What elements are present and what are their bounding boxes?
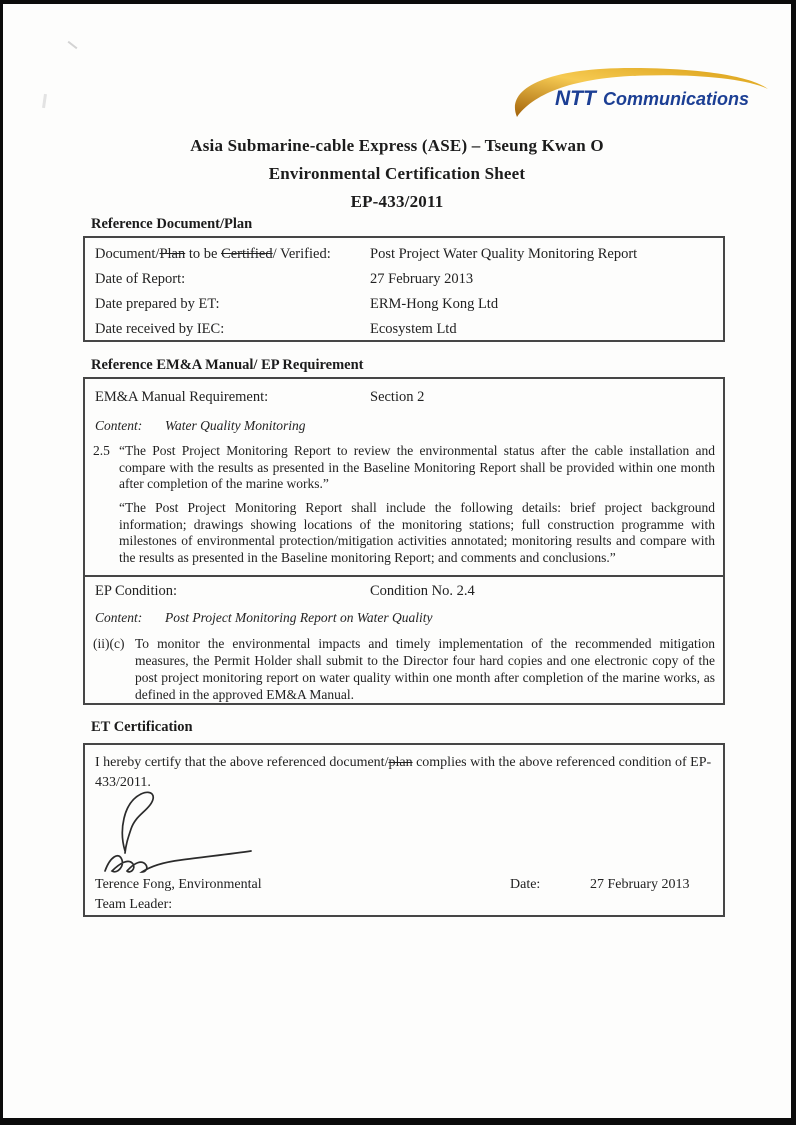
certification-box xyxy=(83,743,725,917)
clause-number: 2.5 xyxy=(93,443,110,458)
logo-text-communications: Communications xyxy=(603,89,750,109)
row-label: Date received by IEC: xyxy=(95,321,225,337)
label-part: Document/ xyxy=(95,246,160,262)
label-struck-plan: Plan xyxy=(159,246,186,262)
label-struck-certified: Certified xyxy=(221,246,273,262)
heading-et-certification: ET Certification xyxy=(91,719,193,735)
table-row xyxy=(95,321,715,338)
clause-text: “The Post Project Monitoring Report to review the environmental status after the cable installation and compare with the results as presented in the Baseline Monitoring Report shall be provided within one month after completion of the marine works.” xyxy=(119,443,715,491)
signature-scribble xyxy=(91,787,301,879)
row-value: Condition No. 2.4 xyxy=(370,583,475,599)
clause-number: (ii)(c) xyxy=(93,636,125,651)
row-value: Section 2 xyxy=(370,389,425,405)
emna-requirement-table xyxy=(83,377,725,705)
row-label: EM&A Manual Requirement: xyxy=(95,389,269,405)
title-line-1: Asia Submarine-cable Express (ASE) – Tseung Kwan O xyxy=(190,136,604,155)
row-label xyxy=(95,246,370,263)
logo-graphic xyxy=(509,66,775,124)
row-value: ERM-Hong Kong Ltd xyxy=(370,296,499,312)
logo-text-ntt: NTT xyxy=(555,87,596,110)
row-label: Date prepared by ET: xyxy=(95,296,220,312)
heading-reference-emna: Reference EM&A Manual/ EP Requirement xyxy=(91,357,364,373)
scan-artifact xyxy=(68,41,78,49)
content-label: Content: xyxy=(95,610,143,625)
content-value: Post Project Monitoring Report on Water Quality xyxy=(165,610,433,625)
scan-artifact xyxy=(42,94,47,108)
content-label: Content: xyxy=(95,418,143,433)
label-part: to be xyxy=(185,246,222,262)
content-row xyxy=(95,610,432,626)
row-label: Date of Report: xyxy=(95,271,186,287)
clause-text: “The Post Project Monitoring Report shall include the following details: brief project background information; drawings showing locations of the monitoring stations; full construction programme with milestones of environmental protection/mitigation activities annotated; monitoring results and compare with the results as presented in the Baseline monitoring Report; and comments and conclusions.” xyxy=(119,500,715,565)
table-row xyxy=(95,389,715,406)
row-value: Post Project Water Quality Monitoring Report xyxy=(370,246,638,262)
ntt-communications-logo xyxy=(509,66,775,124)
title-line-2: Environmental Certification Sheet xyxy=(268,164,526,183)
clause-text: To monitor the environmental impacts and timely implementation of the recommended mitigation measures, the Permit Holder shall submit to the Director four hard copies and one electronic copy of the post project monitoring report on water quality within one month after completion of the marine works, as defined in the approved EM&A Manual. xyxy=(135,636,715,702)
label-part: / Verified: xyxy=(272,246,331,262)
signatory-line-2: Team Leader: xyxy=(95,897,173,912)
row-label: EP Condition: xyxy=(95,583,178,599)
clause-2-5-continued xyxy=(119,500,715,566)
statement-part: complies with the above referenced condition of EP-433/2011. xyxy=(95,755,712,790)
reference-document-table xyxy=(83,236,725,342)
date-value: 27 February 2013 xyxy=(590,877,690,892)
content-value: Water Quality Monitoring xyxy=(165,418,306,433)
statement-struck-plan: plan xyxy=(388,755,413,770)
row-value: 27 February 2013 xyxy=(370,271,474,287)
table-row xyxy=(95,246,715,263)
table-row xyxy=(95,296,715,313)
section-divider xyxy=(83,575,725,577)
signatory-name xyxy=(95,875,262,915)
document-title xyxy=(3,132,791,216)
title-line-3: EP-433/2011 xyxy=(350,192,444,211)
clause-ii-c xyxy=(93,635,715,703)
content-row xyxy=(95,418,306,434)
statement-part: I hereby certify that the above referenced document/ xyxy=(95,755,389,770)
heading-reference-document: Reference Document/Plan xyxy=(91,216,253,232)
table-row xyxy=(95,583,715,600)
table-row xyxy=(95,271,715,288)
row-value: Ecosystem Ltd xyxy=(370,321,457,337)
signatory-line-1: Terence Fong, Environmental xyxy=(95,877,262,892)
date-label: Date: xyxy=(510,877,541,892)
clause-2-5 xyxy=(93,443,715,493)
